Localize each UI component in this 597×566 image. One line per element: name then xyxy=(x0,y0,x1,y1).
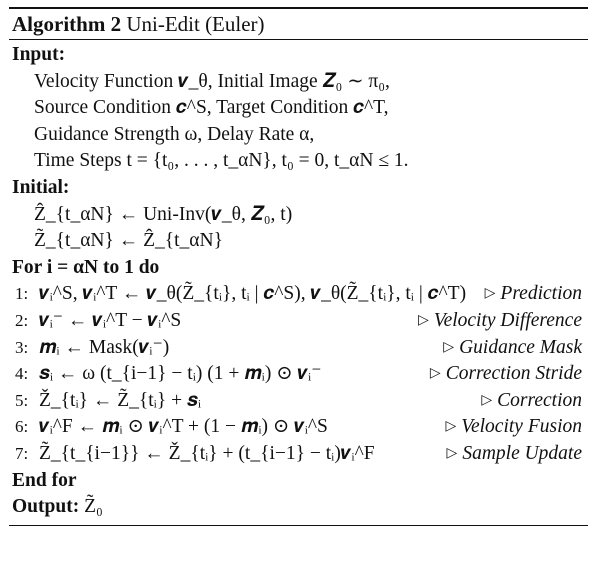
step-comment-text: Sample Update xyxy=(462,442,582,464)
step-comment-text: Correction Stride xyxy=(445,363,582,385)
step-number: 6: xyxy=(15,417,29,437)
step-comment xyxy=(481,388,582,417)
step-comment xyxy=(447,441,582,470)
step-number: 2: xyxy=(15,310,29,330)
step-4 xyxy=(12,361,588,388)
step-comment xyxy=(443,335,582,364)
input-line-1: Velocity Function 𝒗_θ, Initial Image 𝒁₀ ∼ π₀, xyxy=(34,70,390,92)
step-2 xyxy=(12,308,588,335)
step-statement: Ž_{tᵢ} ← Z̃_{tᵢ} + 𝒔ᵢ xyxy=(39,389,202,411)
input-line-3: Guidance Strength ω, Delay Rate α, xyxy=(34,123,315,145)
initial-line-1: Ẑ_{t_αN} ← Uni-Inv(𝒗_θ, 𝒁₀, t) xyxy=(34,203,293,225)
step-7 xyxy=(12,441,588,468)
step-number: 5: xyxy=(15,390,29,410)
triangle-right-icon: ▷ xyxy=(484,286,496,302)
triangle-right-icon: ▷ xyxy=(443,339,455,355)
step-statement: Z̃_{t_{i−1}} ← Ž_{tᵢ} + (t_{i−1} − tᵢ)𝒗ᵢ^F xyxy=(39,442,375,464)
step-6 xyxy=(12,414,588,441)
step-statement: 𝒔ᵢ ← ω (t_{i−1} − tᵢ) (1 + 𝒎ᵢ) ⊙ 𝒗ᵢ⁻ xyxy=(39,363,322,385)
step-comment-text: Prediction xyxy=(500,283,582,305)
output-value: Z̃₀ xyxy=(84,496,103,518)
step-statement: 𝒗ᵢ^F ← 𝒎ᵢ ⊙ 𝒗ᵢ^T + (1 − 𝒎ᵢ) ⊙ 𝒗ᵢ^S xyxy=(39,416,328,438)
output-heading: Output: xyxy=(12,496,80,518)
step-3 xyxy=(12,335,588,362)
triangle-right-icon: ▷ xyxy=(429,366,441,382)
algorithm-label: Algorithm 2 xyxy=(12,12,122,36)
initial-heading: Initial: xyxy=(12,176,70,198)
step-comment xyxy=(430,361,582,390)
algorithm-title: Uni-Edit (Euler) xyxy=(126,12,265,36)
step-comment-text: Velocity Difference xyxy=(433,309,582,331)
step-statement: 𝒗ᵢ⁻ ← 𝒗ᵢ^T − 𝒗ᵢ^S xyxy=(39,309,182,331)
step-comment xyxy=(485,281,582,310)
algorithm-box xyxy=(9,7,588,526)
triangle-right-icon: ▷ xyxy=(481,392,493,408)
step-number: 7: xyxy=(15,443,29,463)
step-1 xyxy=(12,281,588,308)
step-comment xyxy=(418,308,582,337)
algorithm-body xyxy=(9,40,588,525)
step-number: 1: xyxy=(15,284,29,304)
step-statement: 𝒎ᵢ ← Mask(𝒗ᵢ⁻) xyxy=(39,336,170,358)
triangle-right-icon: ▷ xyxy=(446,445,458,461)
loop-header: For i = αN to 1 do xyxy=(12,256,160,278)
step-comment-text: Guidance Mask xyxy=(459,336,582,358)
step-comment-text: Correction xyxy=(497,389,582,411)
input-heading: Input: xyxy=(12,44,66,65)
step-number: 4: xyxy=(15,364,29,384)
loop-footer: End for xyxy=(12,469,77,491)
step-comment xyxy=(445,414,582,443)
step-comment-text: Velocity Fusion xyxy=(461,416,582,438)
algorithm-caption xyxy=(9,9,588,40)
step-5 xyxy=(12,388,588,415)
triangle-right-icon: ▷ xyxy=(445,419,457,435)
step-statement: 𝒗ᵢ^S, 𝒗ᵢ^T ← 𝒗_θ(Z̃_{tᵢ}, tᵢ | 𝒄^S), 𝒗_θ(Z̃_{tᵢ}, tᵢ | 𝒄^T) xyxy=(39,283,467,305)
step-number: 3: xyxy=(15,337,29,357)
input-line-4: Time Steps t = {t₀, . . . , t_αN}, t₀ = 0, t_αN ≤ 1. xyxy=(34,150,409,172)
initial-line-2: Z̃_{t_αN} ← Ẑ_{t_αN} xyxy=(34,230,223,252)
input-line-2: Source Condition 𝒄^S, Target Condition 𝒄^T, xyxy=(34,97,389,119)
triangle-right-icon: ▷ xyxy=(418,312,429,328)
output-line xyxy=(12,494,588,521)
